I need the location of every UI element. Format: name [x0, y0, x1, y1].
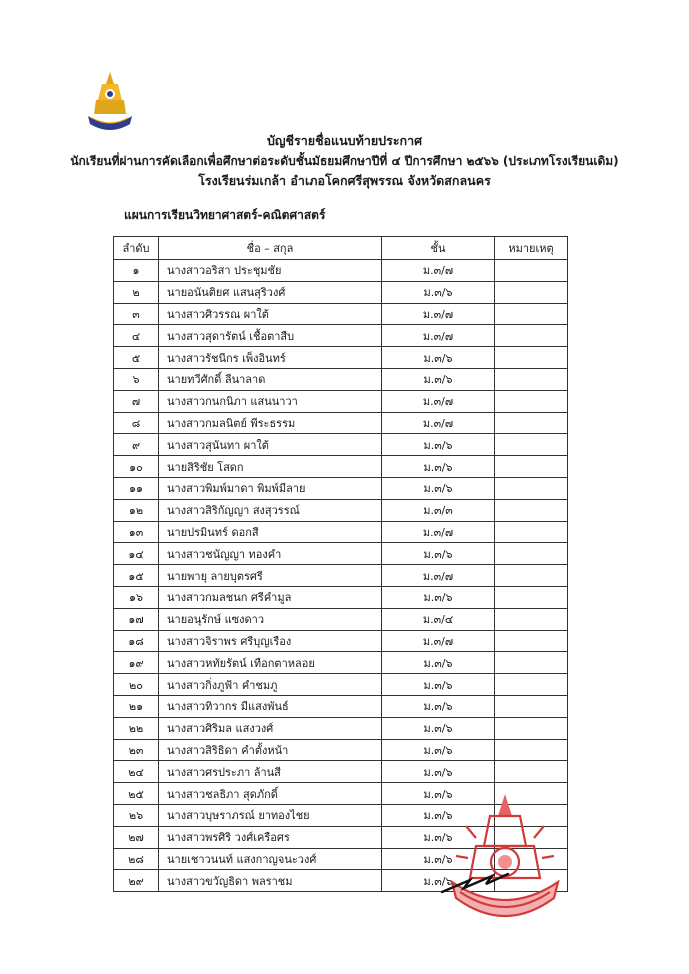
row-note [495, 303, 568, 325]
row-name: นางสาวสิริกัญญา สงสุวรรณ์ [159, 499, 382, 521]
row-class: ม.๓/๗ [382, 325, 495, 347]
row-class: ม.๓/๖ [382, 368, 495, 390]
header-note: หมายเหตุ [495, 237, 568, 260]
row-class: ม.๓/๖ [382, 826, 495, 848]
row-note [495, 499, 568, 521]
row-name: นายอนันติยศ แสนสุริวงศ์ [159, 281, 382, 303]
row-name: นางสาวรัชนีกร เพ็งอินทร์ [159, 347, 382, 369]
row-class: ม.๓/๖ [382, 281, 495, 303]
row-class: ม.๓/๗ [382, 390, 495, 412]
row-name: นายสิริชัย โสดก [159, 456, 382, 478]
row-class: ม.๓/๖ [382, 347, 495, 369]
row-note [495, 434, 568, 456]
row-name: นางสาวศิวรรณ ผาใต้ [159, 303, 382, 325]
row-name: นายทวีศักดิ์ ลีนาลาด [159, 368, 382, 390]
row-class: ม.๓/๖ [382, 456, 495, 478]
header-name: ชื่อ – สกุล [159, 237, 382, 260]
row-note [495, 260, 568, 282]
row-order: ๑๓ [114, 521, 159, 543]
row-note [495, 565, 568, 587]
row-name: นางสาวหทัยรัตน์ เทือกตาหลอย [159, 652, 382, 674]
row-order: ๕ [114, 347, 159, 369]
row-order: ๔ [114, 325, 159, 347]
row-note [495, 325, 568, 347]
row-order: ๑ [114, 260, 159, 282]
row-name: นางสาวชนัญญา ทองคำ [159, 543, 382, 565]
row-note [495, 412, 568, 434]
row-class: ม.๓/๖ [382, 586, 495, 608]
row-class: ม.๓/๖ [382, 848, 495, 870]
row-name: นางสาวชลธิภา สุดภักดิ์ [159, 783, 382, 805]
row-name: นายอนุรักษ์ แซงดาว [159, 608, 382, 630]
row-class: ม.๓/๗ [382, 412, 495, 434]
table-row [114, 565, 568, 587]
study-plan-heading: แผนการเรียนวิทยาศาสตร์-คณิตศาสตร์ [124, 208, 326, 222]
row-class: ม.๓/๖ [382, 434, 495, 456]
table-row [114, 717, 568, 739]
row-name: นางสาวจิราพร ศรีบุญเรือง [159, 630, 382, 652]
signature-mark [440, 870, 510, 896]
row-note [495, 521, 568, 543]
row-order: ๑๗ [114, 608, 159, 630]
row-class: ม.๓/๖ [382, 870, 495, 892]
row-name: นายปรมินทร์ ดอกสี [159, 521, 382, 543]
row-name: นางสาวทิวากร มีแสงพันธ์ [159, 695, 382, 717]
row-note [495, 456, 568, 478]
table-row [114, 325, 568, 347]
row-note [495, 608, 568, 630]
row-name: นางสาวศิริมล แสงวงศ์ [159, 717, 382, 739]
row-order: ๑๑ [114, 477, 159, 499]
row-class: ม.๓/๖ [382, 717, 495, 739]
row-name: นายเชาวนนท์ แสงกาญจนะวงศ์ [159, 848, 382, 870]
row-name: นางสาวกนกนิภา แสนนาวา [159, 390, 382, 412]
row-class: ม.๓/๗ [382, 303, 495, 325]
row-class: ม.๓/๖ [382, 783, 495, 805]
row-name: นางสาวบุษราภรณ์ ยาทองไชย [159, 804, 382, 826]
row-class: ม.๓/๗ [382, 260, 495, 282]
row-note [495, 477, 568, 499]
row-class: ม.๓/๖ [382, 739, 495, 761]
table-row [114, 521, 568, 543]
row-order: ๒๙ [114, 870, 159, 892]
table-row [114, 674, 568, 696]
row-note [495, 717, 568, 739]
row-name: นางสาวสุนันทา ผาใต้ [159, 434, 382, 456]
row-class: ม.๓/๖ [382, 543, 495, 565]
row-class: ม.๓/๗ [382, 630, 495, 652]
document-subtitle: นักเรียนที่ผ่านการคัดเลือกเพื่อศึกษาต่อระดับชั้นมัธยมศึกษาปีที่ ๔ ปีการศึกษา ๒๕๖๖ (ประเภทโรงเรียนเดิม) [70, 154, 619, 168]
row-note [495, 368, 568, 390]
row-order: ๘ [114, 412, 159, 434]
table-row [114, 608, 568, 630]
row-name: นางสาวอริสา ประชุมชัย [159, 260, 382, 282]
row-order: ๑๒ [114, 499, 159, 521]
row-name: นางสาวสิริธิดา คำตั้งหน้า [159, 739, 382, 761]
row-note [495, 630, 568, 652]
row-name: นางสาวกมลชนก ศรีคำมูล [159, 586, 382, 608]
row-order: ๒๒ [114, 717, 159, 739]
row-note [495, 761, 568, 783]
table-row [114, 260, 568, 282]
row-order: ๓ [114, 303, 159, 325]
row-order: ๒๑ [114, 695, 159, 717]
row-name: นางสาวพรศิริ วงศ์เครือศร [159, 826, 382, 848]
row-order: ๑๐ [114, 456, 159, 478]
school-emblem-icon [84, 70, 136, 138]
row-name: นางสาวกิ่งภูฟ้า คำชมภู [159, 674, 382, 696]
row-name: นางสาวพิมพ์มาดา พิมพ์มีลาย [159, 477, 382, 499]
document-title: บัญชีรายชื่อแนบท้ายประกาศ [266, 133, 423, 148]
table-row [114, 499, 568, 521]
table-row [114, 434, 568, 456]
row-name: นางสาวขวัญธิดา พลราชม [159, 870, 382, 892]
row-note [495, 390, 568, 412]
table-row [114, 303, 568, 325]
row-name: นางสาวกมลนิตย์ พีระธรรม [159, 412, 382, 434]
row-class: ม.๓/๖ [382, 674, 495, 696]
row-order: ๙ [114, 434, 159, 456]
row-note [495, 586, 568, 608]
row-order: ๗ [114, 390, 159, 412]
table-row [114, 477, 568, 499]
row-order: ๑๘ [114, 630, 159, 652]
table-row [114, 652, 568, 674]
row-order: ๒๘ [114, 848, 159, 870]
table-header-row [114, 237, 568, 260]
table-row [114, 695, 568, 717]
row-class: ม.๓/๓ [382, 499, 495, 521]
row-order: ๒๐ [114, 674, 159, 696]
table-row [114, 586, 568, 608]
row-class: ม.๓/๗ [382, 521, 495, 543]
row-note [495, 543, 568, 565]
row-order: ๑๙ [114, 652, 159, 674]
row-order: ๑๕ [114, 565, 159, 587]
table-row [114, 347, 568, 369]
row-order: ๑๔ [114, 543, 159, 565]
school-seal-stamp [446, 786, 564, 944]
row-order: ๒๔ [114, 761, 159, 783]
row-order: ๒๓ [114, 739, 159, 761]
row-order: ๑๖ [114, 586, 159, 608]
row-note [495, 739, 568, 761]
table-row [114, 543, 568, 565]
row-order: ๒ [114, 281, 159, 303]
row-order: ๖ [114, 368, 159, 390]
row-order: ๒๗ [114, 826, 159, 848]
document-header [0, 131, 689, 191]
row-note [495, 652, 568, 674]
header-class: ชั้น [382, 237, 495, 260]
row-note [495, 347, 568, 369]
row-class: ม.๓/๗ [382, 565, 495, 587]
row-note [495, 674, 568, 696]
row-note [495, 281, 568, 303]
row-name: นางสาวสุดารัตน์ เชื้อตาสืบ [159, 325, 382, 347]
table-row [114, 456, 568, 478]
school-name: โรงเรียนร่มเกล้า อำเภอโคกศรีสุพรรณ จังหวัดสกลนคร [198, 173, 491, 188]
row-class: ม.๓/๖ [382, 761, 495, 783]
row-class: ม.๓/๔ [382, 608, 495, 630]
row-name: นางสาวศรประภา ล้านสี [159, 761, 382, 783]
table-row [114, 412, 568, 434]
row-name: นายพายุ ลายบุตรศรี [159, 565, 382, 587]
table-row [114, 390, 568, 412]
table-row [114, 368, 568, 390]
table-row [114, 761, 568, 783]
row-order: ๒๖ [114, 804, 159, 826]
row-note [495, 695, 568, 717]
row-class: ม.๓/๖ [382, 652, 495, 674]
table-row [114, 630, 568, 652]
table-row [114, 739, 568, 761]
header-order: ลำดับ [114, 237, 159, 260]
row-class: ม.๓/๖ [382, 695, 495, 717]
row-order: ๒๕ [114, 783, 159, 805]
row-class: ม.๓/๖ [382, 804, 495, 826]
table-row [114, 281, 568, 303]
row-class: ม.๓/๖ [382, 477, 495, 499]
